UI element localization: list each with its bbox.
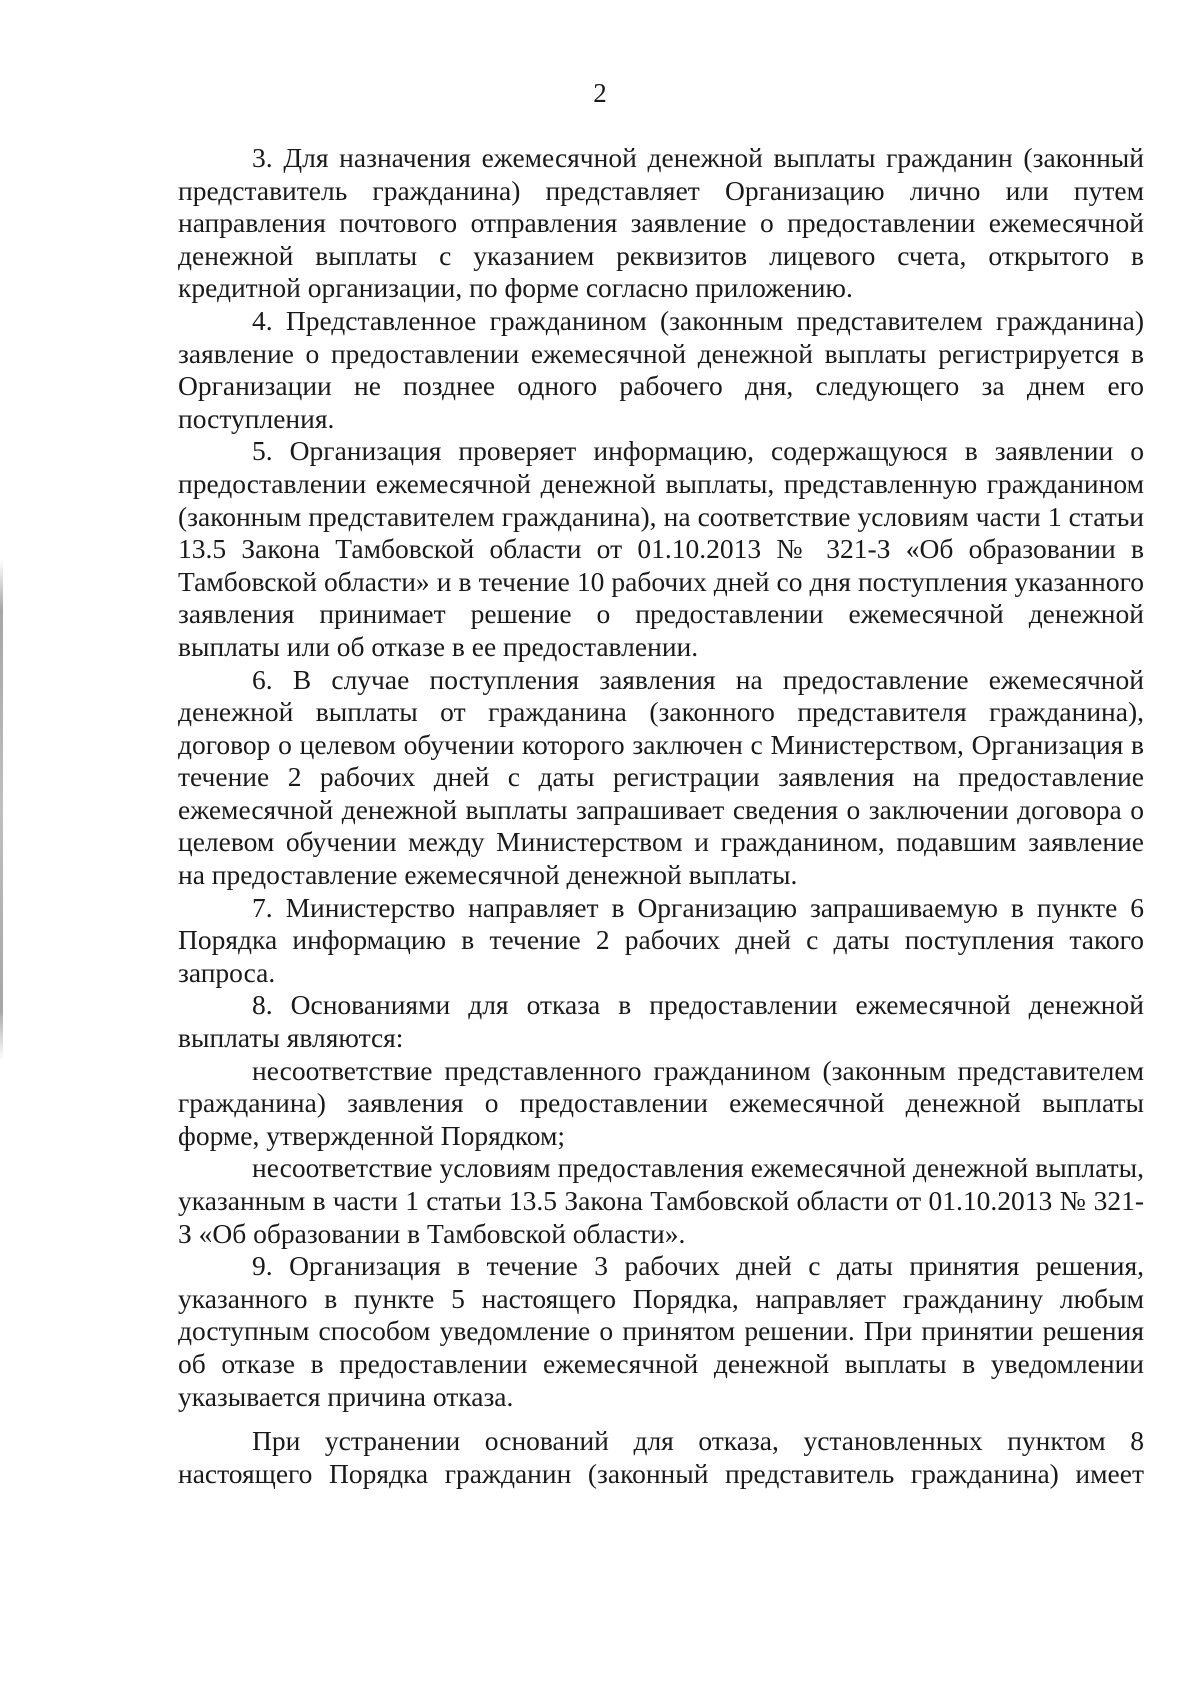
paragraph-8-item-2: несоответствие условиям предоставления ежемесячной денежной выплаты, указанным в части 1 статьи 13.5 Закона Тамбовской области от 01.10.2013 № 321-З «Об образовании в Тамбовской области».: [178, 1152, 1144, 1249]
paragraph-3: 3. Для назначения ежемесячной денежной выплаты гражданин (законный представитель гражданина) представляет Организацию лично или путем направления почтового отправления заявление о предоставлении ежемесячной денежной выплаты с указанием реквизитов лицевого счета, открытого в кредитной организации, по форме согласно приложению.: [178, 142, 1144, 304]
paragraph-7: 7. Министерство направляет в Организацию запрашиваемую в пункте 6 Порядка информацию в течение 2 рабочих дней с даты поступления такого запроса.: [178, 891, 1144, 988]
scan-edge-shadow: [0, 560, 3, 1060]
page-number: 2: [593, 78, 607, 108]
paragraph-9: 9. Организация в течение 3 рабочих дней с даты принятия решения, указанного в пункте 5 настоящего Порядка, направляет гражданину любым доступным способом уведомление о принятом решении. При принятии решения об отказе в предоставлении ежемесячной денежной выплаты в уведомлении указывается причина отказа.: [178, 1250, 1144, 1412]
paragraph-8: 8. Основаниями для отказа в предоставлении ежемесячной денежной выплаты являются:: [178, 989, 1144, 1054]
paragraph-5: 5. Организация проверяет информацию, содержащуюся в заявлении о предоставлении ежемесячной денежной выплаты, представленную гражданином (законным представителем гражданина), на соответствие условиям части 1 статьи 13.5 Закона Тамбовской области от 01.10.2013 № 321-З «Об образовании в Тамбовской области» и в течение 10 рабочих дней со дня поступления указанного заявления принимает решение о предоставлении ежемесячной денежной выплаты или об отказе в ее предоставлении.: [178, 435, 1144, 662]
paragraph-9-continuation: При устранении оснований для отказа, установленных пунктом 8 настоящего Порядка гражданин (законный представитель гражданина) имеет: [178, 1425, 1144, 1489]
paragraph-6: 6. В случае поступления заявления на предоставление ежемесячной денежной выплаты от гражданина (законного представителя гражданина), договор о целевом обучении которого заключен с Министерством, Организация в течение 2 рабочих дней с даты регистрации заявления на предоставление ежемесячной денежной выплаты запрашивает сведения о заключении договора о целевом обучении между Министерством и гражданином, подавшим заявление на предоставление ежемесячной денежной выплаты.: [178, 663, 1144, 891]
paragraph-4: 4. Представленное гражданином (законным представителем гражданина) заявление о предоставлении ежемесячной денежной выплаты регистрируется в Организации не позднее одного рабочего дня, следующего за днем его поступления.: [178, 304, 1144, 434]
paragraph-8-item-1: несоответствие представленного гражданином (законным представителем гражданина) заявления о предоставлении ежемесячной денежной выплаты форме, утвержденной Порядком;: [178, 1054, 1144, 1151]
document-body: [178, 142, 1144, 1490]
